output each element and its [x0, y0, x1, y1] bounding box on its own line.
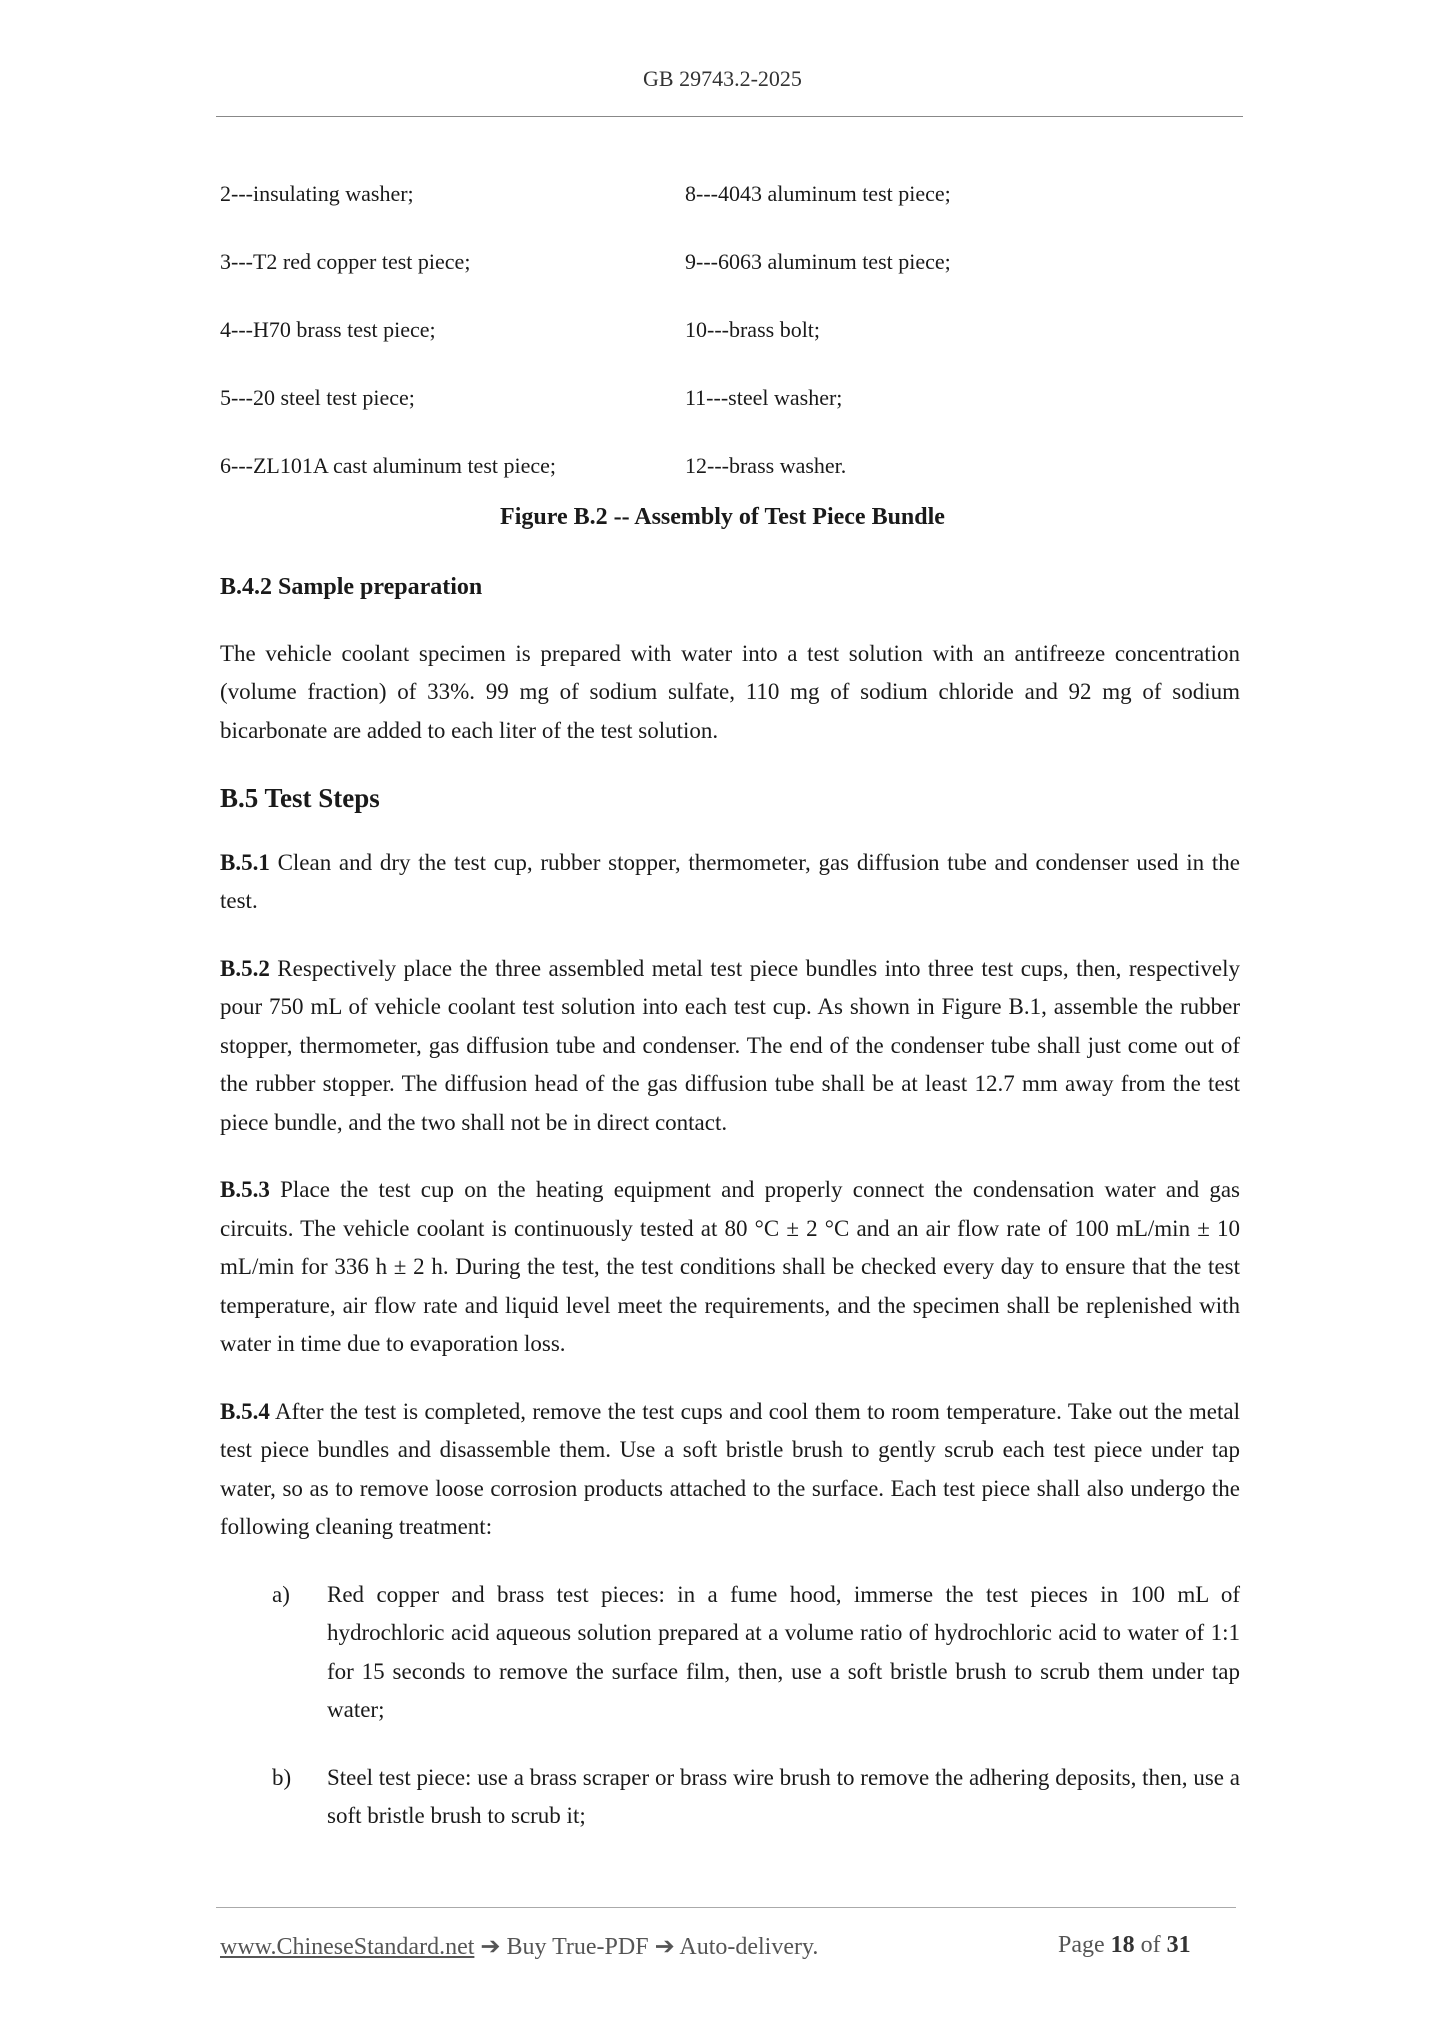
- clause-text: Clean and dry the test cup, rubber stopper, thermometer, gas diffusion tube and condenser used in the test.: [220, 849, 1240, 913]
- legend-row: [220, 296, 1240, 364]
- list-marker: b): [272, 1764, 292, 1790]
- figure-legend: [220, 160, 1240, 500]
- buy-pdf-text: Buy True-PDF: [506, 1934, 649, 1960]
- legend-item: 3---T2 red copper test piece;: [220, 249, 471, 274]
- legend-item: 2---insulating washer;: [220, 181, 414, 206]
- website-link[interactable]: www.ChineseStandard.net: [220, 1934, 475, 1960]
- legend-item: 9---6063 aluminum test piece;: [685, 249, 951, 274]
- clause-number: B.5.2: [220, 955, 270, 981]
- subsection-heading: B.4.2 Sample preparation: [220, 574, 483, 600]
- clause-number: B.5.1: [220, 849, 270, 875]
- arrow-right-icon: ➔: [654, 1934, 675, 1960]
- legend-row: [220, 432, 1240, 500]
- list-item: [220, 1759, 1240, 1836]
- header-doc-id: GB 29743.2-2025: [643, 66, 802, 91]
- body-content: [220, 568, 1240, 1865]
- legend-item: 6---ZL101A cast aluminum test piece;: [220, 453, 557, 478]
- clause-text: Place the test cup on the heating equipment and properly connect the condensation water and gas circuits. The vehicle coolant is continuously tested at 80 °C ± 2 °C and an air flow rate of 100 mL/min ± 10 mL/min for 336 h ± 2 h. During the test, the test conditions shall be checked every day to ensure that the test temperature, air flow rate and liquid level meet the requirements, and the specimen shall be replenished with water in time due to evaporation loss.: [220, 1177, 1240, 1356]
- section-heading: B.5 Test Steps: [220, 783, 380, 813]
- header-rule: [216, 116, 1243, 117]
- clause-number: B.5.3: [220, 1177, 270, 1202]
- clause-number: B.5.4: [220, 1398, 270, 1424]
- legend-item: 10---brass bolt;: [685, 317, 821, 342]
- arrow-right-icon: ➔: [480, 1934, 501, 1960]
- list-item: [220, 1576, 1240, 1730]
- clause-paragraph: [220, 844, 1240, 921]
- paragraph: The vehicle coolant specimen is prepared with water into a test solution with an antifreeze concentration (volume fraction) of 33%. 99 mg of sodium sulfate, 110 mg of sodium chloride and 92 mg of sodium bicarbonate are added to each liter of the test solution.: [220, 640, 1240, 743]
- clause-text: After the test is completed, remove the test cups and cool them to room temperature. Take out the metal test piece bundles and disassemble them. Use a soft bristle brush to gently scrub each test piece under tap water, so as to remove loose corrosion products attached to the surface. Each test piece shall also undergo the following cleaning treatment:: [220, 1398, 1240, 1539]
- legend-row: [220, 228, 1240, 296]
- legend-item: 8---4043 aluminum test piece;: [685, 181, 951, 206]
- legend-row: [220, 364, 1240, 432]
- footer-promo: [220, 1932, 818, 1961]
- list-text: Steel test piece: use a brass scraper or brass wire brush to remove the adhering deposits, then, use a soft bristle brush to scrub it;: [327, 1764, 1240, 1828]
- list-text: Red copper and brass test pieces: in a fume hood, immerse the test pieces in 100 mL of hydrochloric acid aqueous solution prepared at a volume ratio of hydrochloric acid to water of 1:1 for 15 seconds to remove the surface film, then, use a soft bristle brush to scrub them under tap water;: [327, 1581, 1240, 1722]
- page-label: Page: [1058, 1932, 1105, 1958]
- page-indicator: [1058, 1932, 1191, 1959]
- list-marker: a): [272, 1581, 290, 1607]
- footer-rule: [216, 1907, 1236, 1908]
- legend-item: 5---20 steel test piece;: [220, 385, 415, 410]
- page-total: 31: [1166, 1932, 1191, 1958]
- clause-paragraph: [220, 1393, 1240, 1547]
- legend-item: 12---brass washer.: [685, 453, 847, 478]
- of-label: of: [1140, 1932, 1161, 1958]
- clause-paragraph: [220, 950, 1240, 1143]
- clause-text: Respectively place the three assembled metal test piece bundles into three test cups, then, respectively pour 750 mL of vehicle coolant test solution into each test cup. As shown in Figure B.1, assemble the rubber stopper, thermometer, gas diffusion tube and condenser. The end of the condenser tube shall just come out of the rubber stopper. The diffusion head of the gas diffusion tube shall be at least 12.7 mm away from the test piece bundle, and the two shall not be in direct contact.: [220, 955, 1240, 1135]
- auto-delivery-text: Auto-delivery.: [679, 1934, 819, 1960]
- legend-item: 4---H70 brass test piece;: [220, 317, 436, 342]
- page-number: 18: [1110, 1932, 1135, 1958]
- clause-paragraph: [220, 1171, 1240, 1364]
- legend-item: 11---steel washer;: [685, 385, 843, 410]
- legend-row: [220, 160, 1240, 228]
- figure-caption: Figure B.2 -- Assembly of Test Piece Bundle: [500, 504, 945, 530]
